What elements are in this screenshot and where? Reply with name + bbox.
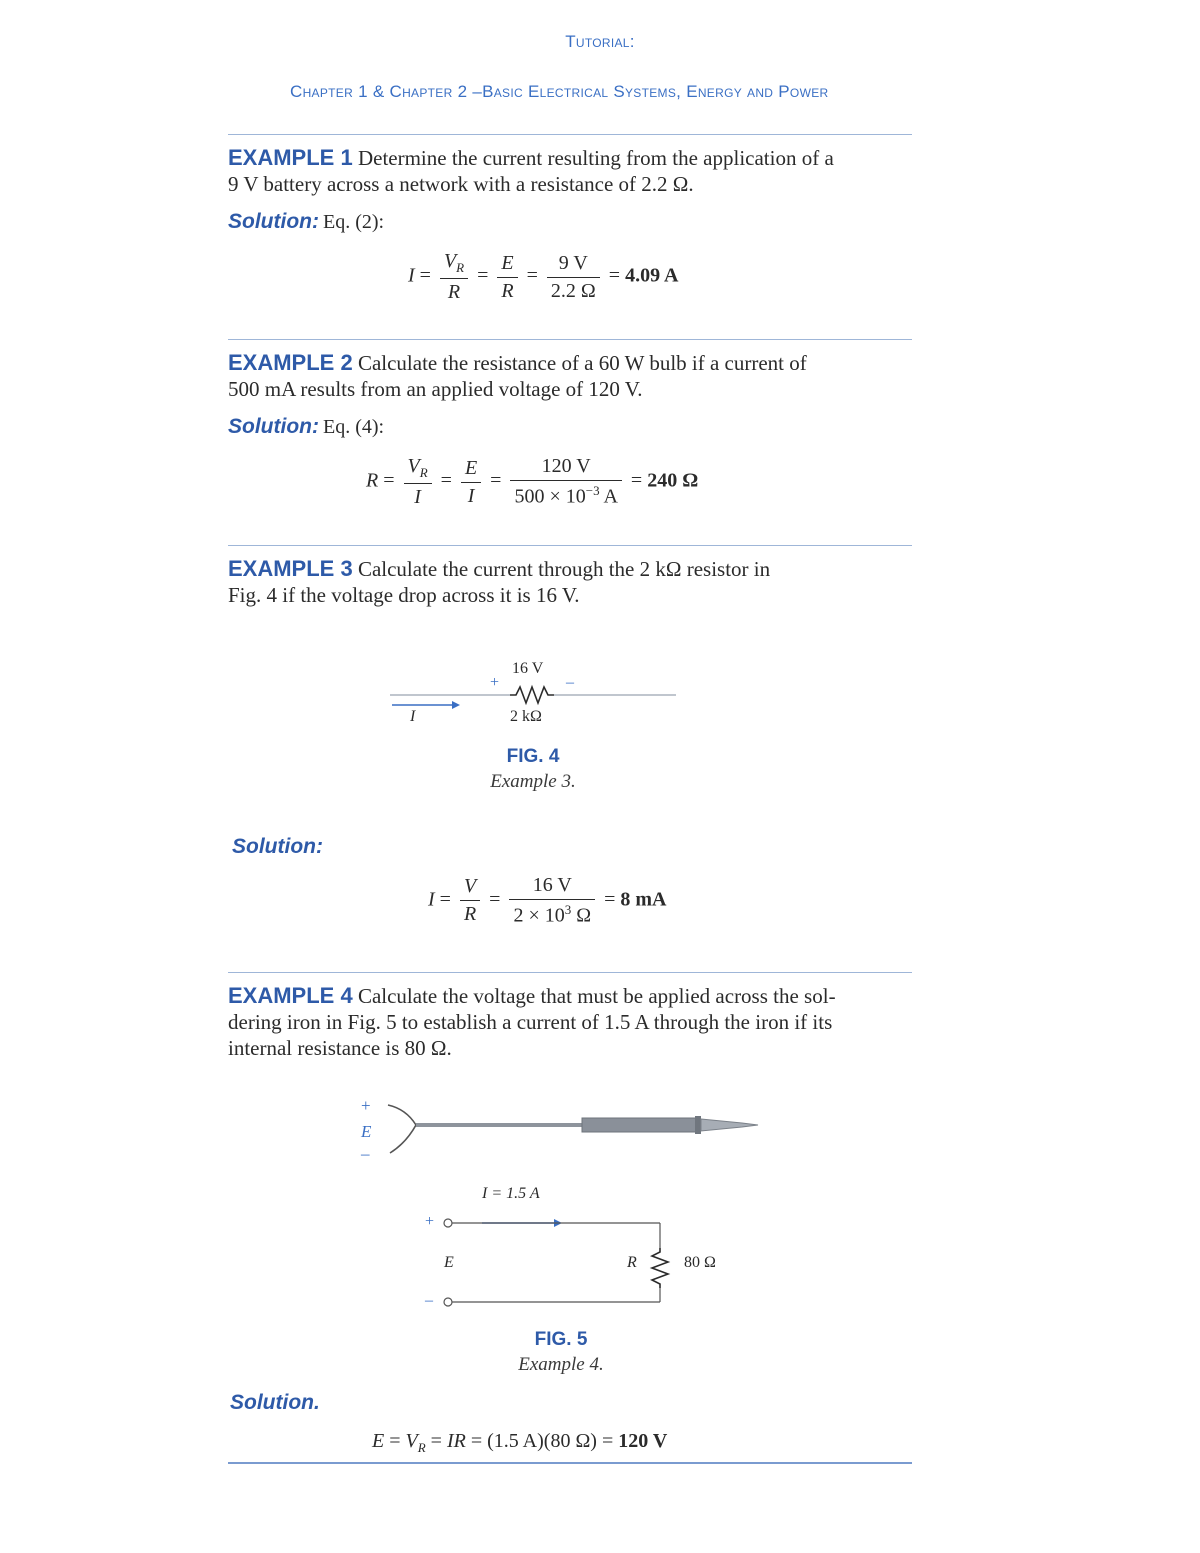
solution-ref: Eq. (2): — [322, 211, 385, 233]
fig4-plus: + — [490, 674, 500, 691]
example-1-equation: I = $\frac{V_R}{R}$ = $\frac{E}{R}$ = $\frac{9 V}{2.2 \Omega}$ = 4.09 A — [408, 250, 679, 303]
fig5-e: E — [361, 1122, 372, 1141]
eq-fraction: $\frac{9 V}{2.2 \Omega}$ — [547, 252, 600, 303]
example-4-text-line1: Calculate the voltage that must be applied across the sol- — [357, 984, 836, 1008]
solution-label: Solution: — [228, 415, 319, 438]
fig4-caption: Example 3. — [490, 771, 576, 792]
example-2-text-line2: 500 mA results from an applied voltage of 120 V. — [228, 377, 643, 401]
example-4-equation: $E = V_R$ = IR = (1.5 A)(80 Ω) = 120 V — [372, 1430, 668, 1455]
eq-result: 120 V — [618, 1430, 668, 1452]
eq-fraction: $\frac{V}{R}$ — [460, 875, 480, 926]
terminal-icon — [444, 1219, 452, 1227]
fig5-r-label: R — [627, 1254, 637, 1271]
eq-fraction: $\frac{V_R}{R}$ — [440, 250, 468, 304]
solution-ref: Eq. (4): — [322, 416, 385, 438]
eq-lhs: I — [428, 888, 435, 911]
fig4-minus: – — [566, 674, 574, 691]
divider — [228, 972, 912, 973]
terminal-icon — [444, 1298, 452, 1306]
example-2-text-line1: Calculate the resistance of a 60 W bulb if a current of — [357, 351, 807, 375]
example-3-text-line1: Calculate the current through the 2 kΩ resistor in — [357, 557, 771, 581]
example-3 — [228, 556, 912, 608]
eq-fraction: $\frac{E}{I}$ — [461, 457, 481, 508]
divider — [228, 339, 912, 340]
eq-lhs: I — [408, 264, 415, 287]
example-2-title: EXAMPLE 2 — [228, 350, 353, 375]
eq-fraction: $\frac{16 V}{2 \times 10^3 \Omega}$ — [509, 874, 595, 928]
divider — [228, 1462, 912, 1464]
resistor-icon — [510, 687, 554, 703]
eq-result: 240 Ω — [647, 469, 699, 492]
fig4-resistance: 2 kΩ — [510, 708, 542, 725]
eq-result: 8 mA — [620, 888, 667, 911]
example-4-text-line3: internal resistance is 80 Ω. — [228, 1036, 452, 1060]
example-3-text-line2: Fig. 4 if the voltage drop across it is 16 V. — [228, 583, 580, 607]
page-subtitle: Chapter 1 & Chapter 2 –Basic Electrical Systems, Energy and Power — [290, 82, 829, 101]
fig5-source-minus: – — [425, 1292, 433, 1309]
example-4-title: EXAMPLE 4 — [228, 983, 353, 1008]
example-1-text-line1: Determine the current resulting from the application of a — [357, 146, 834, 170]
example-1-text-line2: 9 V battery across a network with a resistance of 2.2 Ω. — [228, 172, 694, 196]
example-1 — [228, 145, 912, 197]
page-title: Tutorial: — [565, 32, 635, 51]
fig5-minus: – — [361, 1144, 370, 1163]
example-2-equation: R = $\frac{V_R}{I}$ = $\frac{E}{I}$ = $\frac{120 V}{500 \times 10^{-3} A}$ = 240 Ω — [366, 455, 699, 508]
example-2-solution — [228, 415, 384, 439]
example-4-solution-label: Solution. — [230, 1391, 320, 1414]
fig5-source-e: E — [444, 1254, 454, 1271]
example-4 — [228, 983, 918, 1061]
divider — [228, 545, 912, 546]
fig5-circuit — [420, 1200, 720, 1320]
resistor-icon — [652, 1248, 668, 1288]
example-3-solution-label: Solution: — [232, 835, 323, 858]
divider — [228, 134, 912, 135]
solution-label: Solution: — [228, 210, 319, 233]
fig5-r-value: 80 Ω — [684, 1254, 716, 1271]
example-1-solution — [228, 210, 384, 234]
eq-fraction: $\frac{E}{R}$ — [497, 252, 517, 303]
fig5-label: FIG. 5 — [534, 1329, 588, 1350]
fig5-caption: Example 4. — [518, 1354, 604, 1375]
fig4-current: I — [410, 708, 416, 725]
example-3-equation: I = $\frac{V}{R}$ = $\frac{16 V}{2 \times 10^3 \Omega}$ = 8 mA — [428, 874, 667, 927]
example-2 — [228, 350, 912, 402]
eq-fraction: $\frac{120 V}{500 \times 10^{-3} A}$ — [510, 455, 621, 509]
eq-fraction: $\frac{V_R}{I}$ — [404, 455, 432, 509]
fig5-current: I = 1.5 A — [482, 1185, 540, 1202]
example-3-title: EXAMPLE 3 — [228, 556, 353, 581]
example-4-text-line2: dering iron in Fig. 5 to establish a current of 1.5 A through the iron if its — [228, 1010, 833, 1034]
soldering-iron-icon — [350, 1095, 770, 1165]
fig4-label: FIG. 4 — [506, 746, 560, 767]
eq-lhs: R — [366, 469, 379, 492]
fig5-source-plus: + — [425, 1213, 435, 1230]
fig5-plus: + — [361, 1096, 371, 1115]
eq-result: 4.09 A — [625, 264, 679, 287]
example-1-title: EXAMPLE 1 — [228, 145, 353, 170]
fig4-voltage: 16 V — [512, 660, 544, 677]
